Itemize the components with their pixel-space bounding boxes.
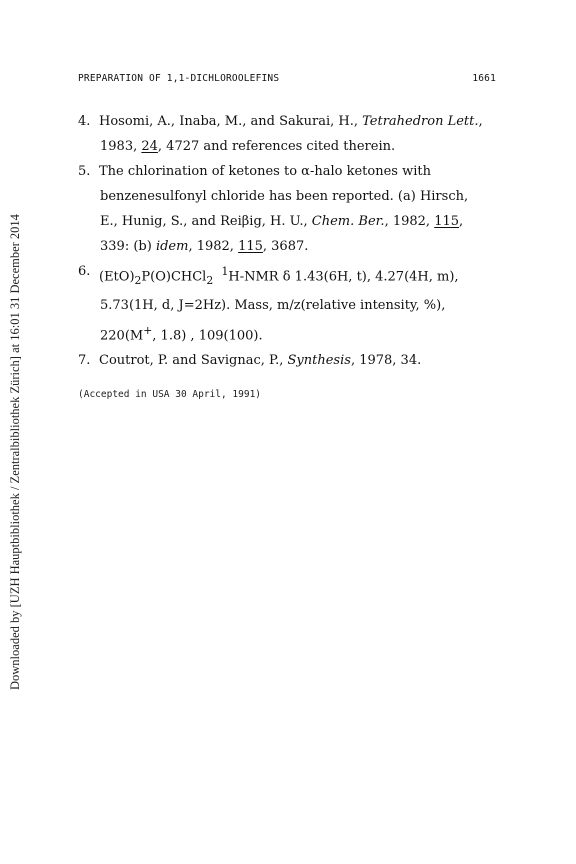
reference-text: P(O)CHCl <box>141 269 207 285</box>
journal-name: Synthesis <box>287 353 351 369</box>
subscript: 2 <box>206 273 214 287</box>
reference-5 <box>78 159 498 259</box>
reference-line <box>78 134 498 159</box>
reference-text: , <box>478 114 483 129</box>
reference-number: 6. <box>78 264 91 279</box>
volume-number: 115 <box>238 239 263 254</box>
reference-number: 7. <box>78 353 91 369</box>
reference-text: , 1982, <box>384 214 435 229</box>
journal-name: Chem. Ber. <box>311 214 385 229</box>
reference-line <box>78 109 498 134</box>
reference-text: , 1.8) , 109(100). <box>152 328 263 344</box>
page-number: 1661 <box>472 73 496 84</box>
volume-number: 115 <box>434 214 460 229</box>
reference-text: , 1978, 34. <box>350 353 422 369</box>
reference-text: E., Hunig, S., and Reiβig, H. U., <box>100 214 312 229</box>
reference-text: , <box>459 214 464 229</box>
volume-number: 24 <box>141 139 158 154</box>
running-head-title: PREPARATION OF 1,1-DICHLOROOLEFINS <box>78 73 280 84</box>
superscript: 1 <box>221 265 229 278</box>
reference-4 <box>78 109 498 159</box>
journal-name: Tetrahedron Lett. <box>362 114 479 129</box>
reference-number: 5. <box>78 164 91 179</box>
reference-text: 1983, <box>100 139 142 154</box>
reference-text: Coutrot, P. and Savignac, P., <box>99 353 288 369</box>
reference-line <box>78 259 498 293</box>
reference-7 <box>78 348 498 373</box>
reference-text: 339: (b) <box>100 239 156 254</box>
superscript: + <box>143 323 153 337</box>
reference-text: 220(M <box>100 328 144 344</box>
reference-line <box>78 234 498 259</box>
download-watermark-text: Downloaded by [UZH Hauptbibliothek / Zentralbibliothek Zürich] at 16:01 31 December 2014 <box>8 214 22 690</box>
reference-line: 5.73(1H, d, J=2Hz). Mass, m/z(relative intensity, %), <box>100 297 446 313</box>
reference-list <box>78 109 498 373</box>
reference-text: (EtO) <box>99 269 135 285</box>
reference-line <box>78 209 498 234</box>
reference-text: , 4727 and references cited therein. <box>157 139 396 154</box>
download-watermark <box>6 180 22 700</box>
reference-text: Hosomi, A., Inaba, M., and Sakurai, H., <box>99 114 363 129</box>
reference-line <box>78 348 498 373</box>
idem-text: idem <box>155 239 189 254</box>
accepted-note: (Accepted in USA 30 April, 1991) <box>78 389 262 400</box>
reference-text: , 1982, <box>188 239 239 254</box>
reference-6 <box>78 259 498 348</box>
reference-text: , 3687. <box>262 239 309 254</box>
reference-line <box>78 318 498 348</box>
reference-line: The chlorination of ketones to α-halo ketones with <box>99 164 431 179</box>
reference-number: 4. <box>78 114 91 129</box>
reference-text: H-NMR δ 1.43(6H, t), 4.27(4H, m), <box>228 269 459 285</box>
subscript: 2 <box>134 273 142 287</box>
reference-line: benzenesulfonyl chloride has been reported. (a) Hirsch, <box>100 189 469 204</box>
